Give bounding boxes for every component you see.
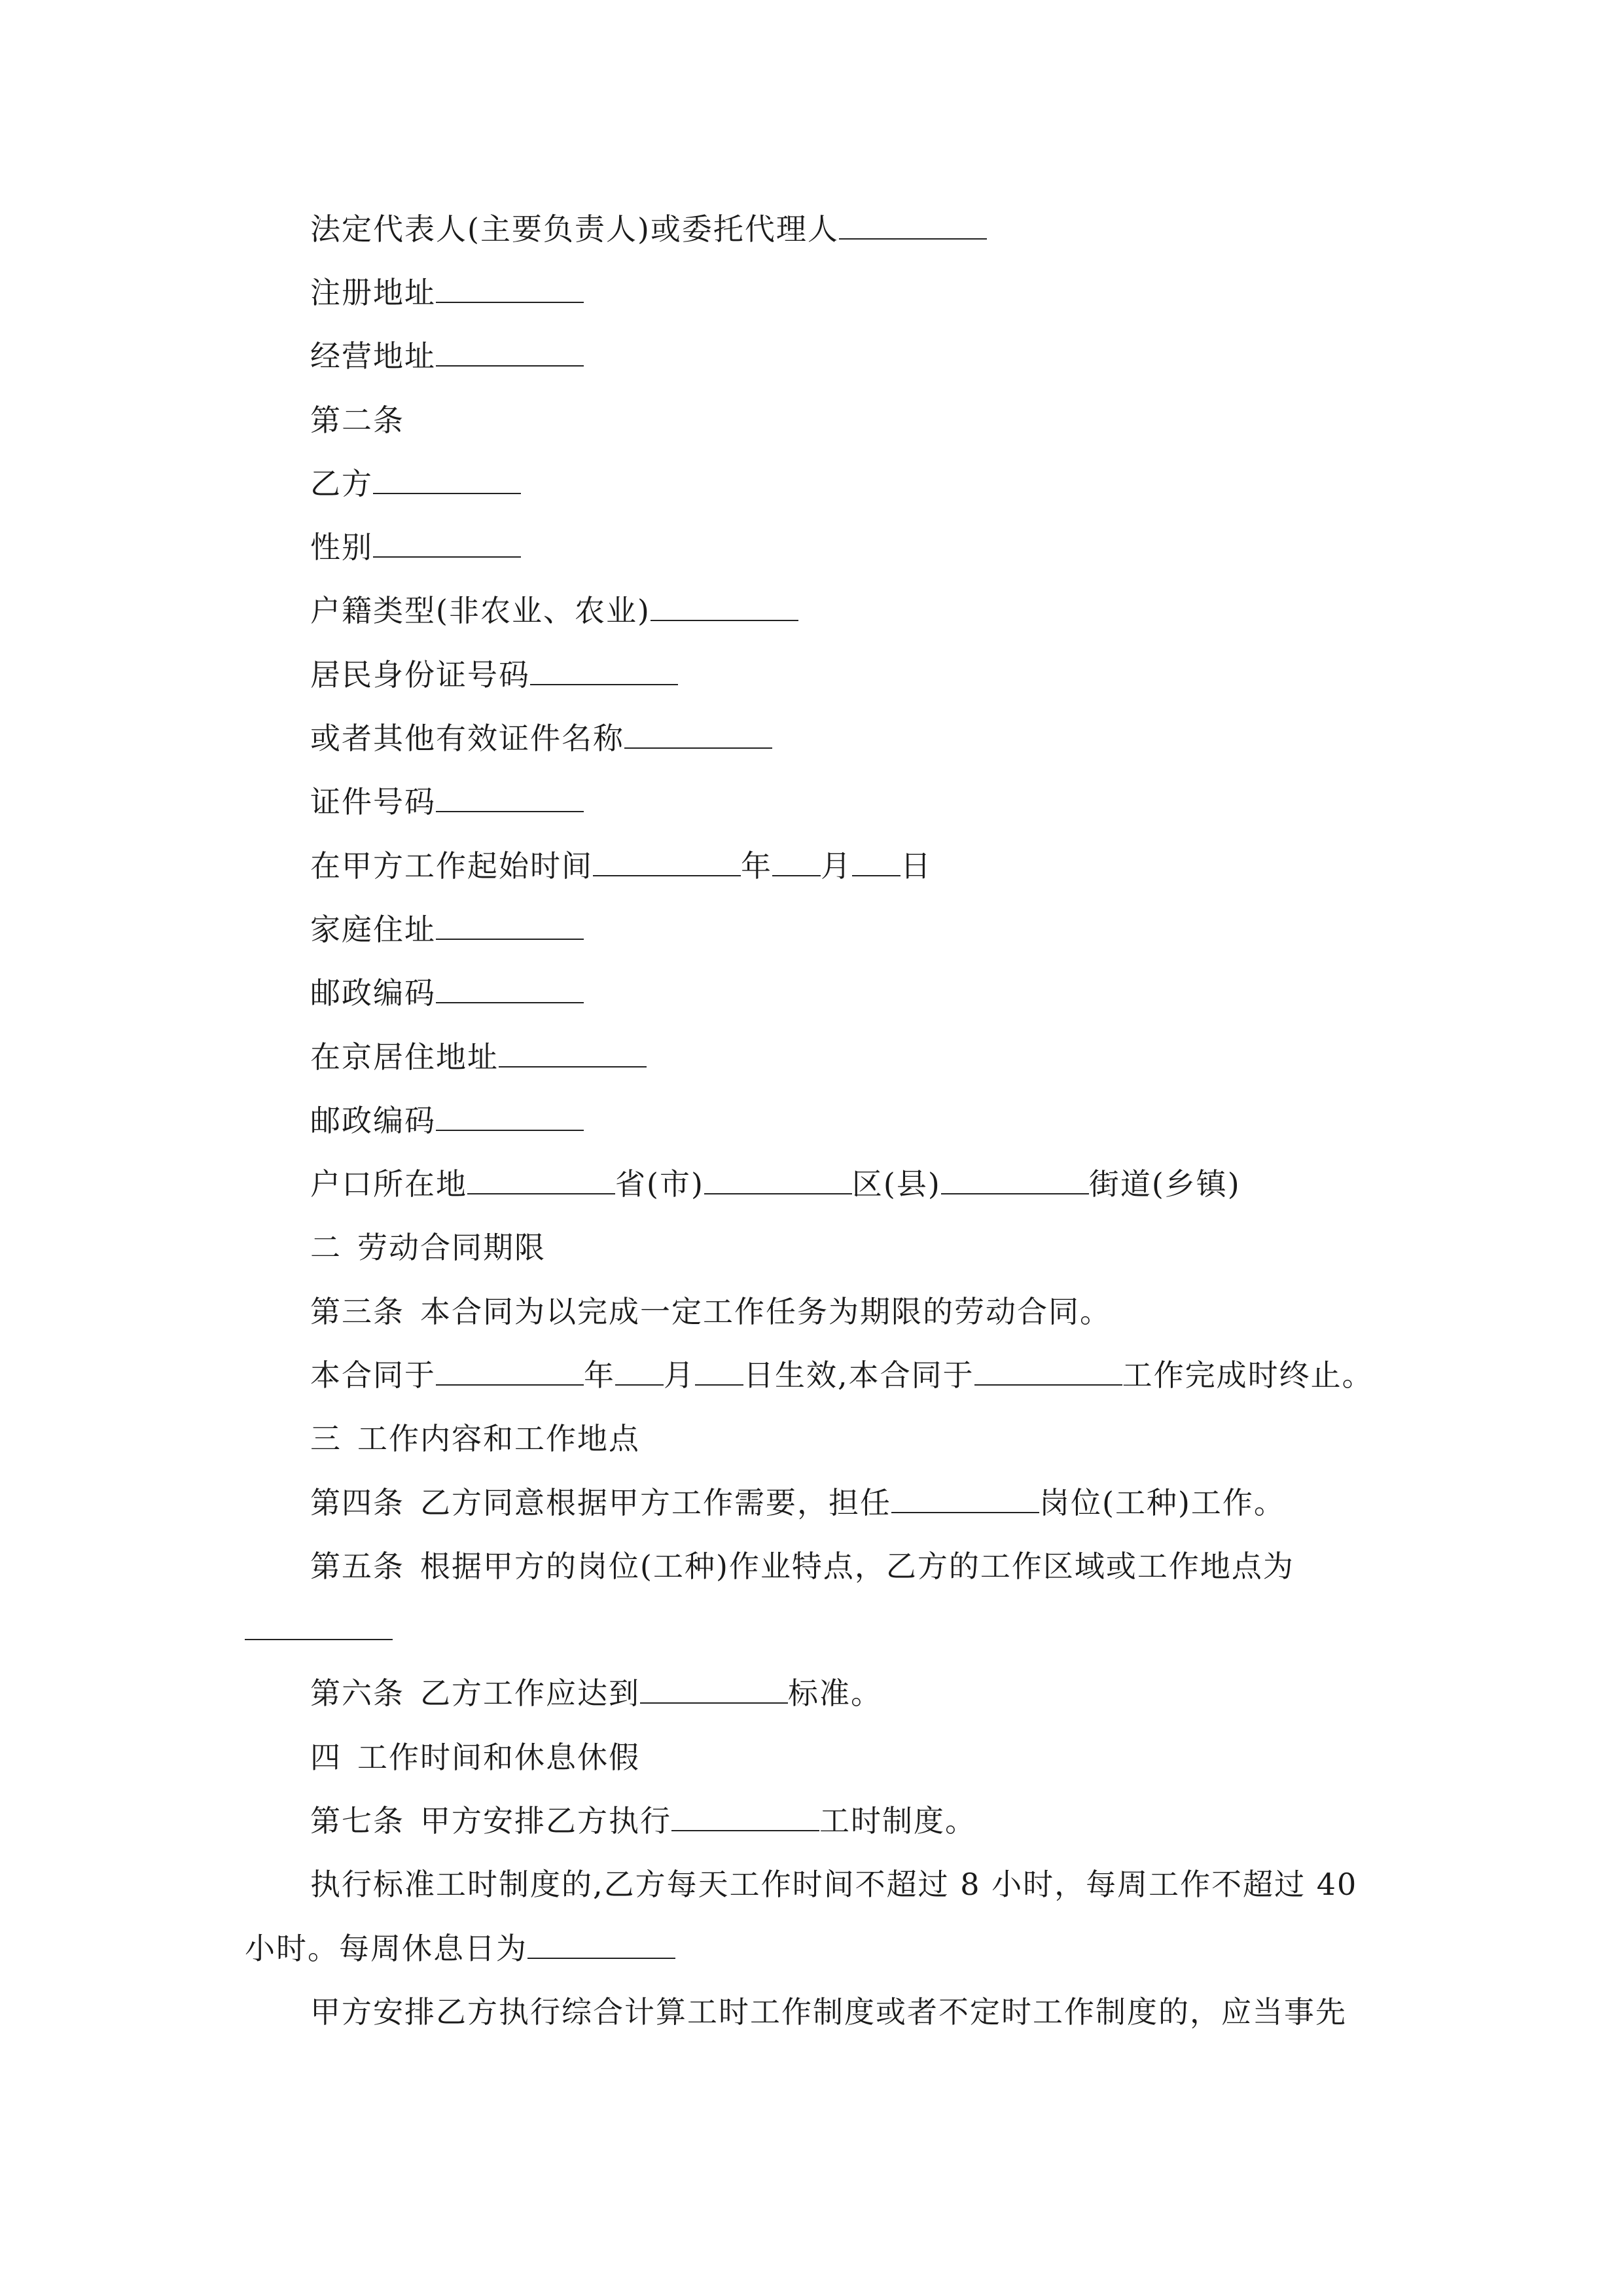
article-3-line (310, 1292, 1111, 1331)
article-7-blank (671, 1804, 819, 1831)
beijing-address-label: 在京居住地址 (310, 1039, 499, 1075)
reg-address-blank (436, 276, 584, 303)
article-7-prefix: 甲方安排乙方执行 (420, 1803, 671, 1839)
postcode-2-line (310, 1101, 584, 1140)
article-7-suffix: 工时制度。 (819, 1803, 976, 1839)
gender-blank (373, 530, 521, 558)
effective-year-blank (436, 1358, 584, 1386)
section-3-heading (310, 1419, 640, 1458)
party-b-label: 乙方 (310, 466, 373, 501)
start-time-year-blank (593, 849, 741, 876)
article-6-num: 第六条 (310, 1676, 404, 1711)
article-5-cont-line (245, 1610, 393, 1649)
postcode-1-line (310, 973, 584, 1013)
start-time-label: 在甲方工作起始时间 (310, 848, 593, 884)
beijing-address-blank (499, 1040, 647, 1067)
street-unit: 街道(乡镇) (1088, 1166, 1241, 1202)
doc-number-blank (436, 785, 584, 812)
hukou-type-line (310, 591, 798, 630)
postcode-1-label: 邮政编码 (310, 975, 436, 1011)
article-6-prefix: 乙方工作应达到 (420, 1676, 640, 1711)
article-5-blank (245, 1613, 393, 1640)
effective-suffix: 工作完成时终止。 (1122, 1357, 1374, 1393)
legal-rep-line (310, 209, 987, 249)
start-time-month-blank (772, 849, 821, 876)
biz-address-line (310, 336, 584, 376)
hukou-type-label: 户籍类型(非农业、农业) (310, 593, 651, 628)
postcode-2-blank (436, 1103, 584, 1131)
id-number-label: 居民身份证号码 (310, 657, 530, 692)
std-hours-text: 执行标准工时制度的,乙方每天工作时间不超过 8 小时，每周工作不超过 40 (310, 1867, 1358, 1902)
hukou-type-blank (651, 594, 798, 621)
legal-rep-blank (839, 212, 987, 240)
termination-blank (974, 1358, 1122, 1386)
section-4-title: 工作时间和休息休假 (357, 1740, 640, 1775)
home-address-blank (436, 912, 584, 940)
article-4-suffix: 岗位(工种)工作。 (1039, 1485, 1285, 1520)
reg-address-line (310, 273, 584, 312)
article-5-line (310, 1547, 1294, 1586)
article-5-num: 第五条 (310, 1549, 404, 1584)
article-7-line (310, 1801, 976, 1840)
id-number-line (310, 655, 678, 694)
month-unit: 月 (821, 848, 852, 884)
year-unit: 年 (741, 848, 772, 884)
hukou-location-label: 户口所在地 (310, 1166, 467, 1202)
other-doc-line (310, 719, 772, 758)
reg-address-label: 注册地址 (310, 275, 436, 310)
hukou-district-blank (704, 1167, 852, 1194)
section-4-num: 四 (310, 1740, 342, 1775)
postcode-1-blank (436, 976, 584, 1003)
beijing-address-line (310, 1037, 647, 1077)
party-b-blank (373, 467, 521, 494)
effective-year-unit: 年 (584, 1357, 615, 1393)
effective-line (310, 1355, 1374, 1395)
biz-address-blank (436, 339, 584, 367)
id-number-blank (530, 658, 678, 685)
district-unit: 区(县) (851, 1166, 941, 1202)
article-4-line (310, 1483, 1285, 1522)
section-2-num: 二 (310, 1230, 342, 1265)
start-time-day-blank (852, 849, 901, 876)
start-time-line (310, 846, 932, 886)
article-4-num: 第四条 (310, 1485, 404, 1520)
article-6-suffix: 标准。 (788, 1676, 882, 1711)
article-4-prefix: 乙方同意根据甲方工作需要，担任 (420, 1485, 891, 1520)
article-7-num: 第七条 (310, 1803, 404, 1839)
home-address-line (310, 910, 584, 949)
other-doc-label: 或者其他有效证件名称 (310, 721, 624, 756)
biz-address-label: 经营地址 (310, 338, 436, 374)
article-4-blank (891, 1486, 1039, 1513)
effective-month-unit: 月 (664, 1357, 695, 1393)
section-3-num: 三 (310, 1421, 342, 1456)
doc-number-label: 证件号码 (310, 784, 436, 819)
effective-day-text: 日生效,本合同于 (743, 1357, 974, 1393)
flex-hours-text: 甲方安排乙方执行综合计算工时工作制度或者不定时工作制度的，应当事先 (310, 1994, 1347, 2030)
std-hours-line (310, 1865, 1357, 1904)
flex-hours-line (310, 1992, 1347, 2032)
gender-line (310, 528, 521, 567)
article-2-heading (310, 401, 404, 440)
legal-rep-label: 法定代表人(主要负责人)或委托代理人 (310, 211, 839, 247)
article-3-text: 本合同为以完成一定工作任务为期限的劳动合同。 (420, 1294, 1111, 1329)
doc-number-line (310, 782, 584, 821)
effective-prefix: 本合同于 (310, 1357, 436, 1393)
hukou-street-blank (941, 1167, 1089, 1194)
gender-label: 性别 (310, 529, 373, 565)
rest-day-blank (527, 1931, 675, 1959)
std-hours-cont-text: 小时。每周休息日为 (245, 1931, 527, 1966)
effective-day-blank (695, 1358, 743, 1386)
hukou-province-blank (467, 1167, 615, 1194)
article-6-blank (640, 1676, 788, 1704)
day-unit: 日 (901, 848, 932, 884)
article-2-label: 第二条 (310, 403, 404, 438)
section-3-title: 工作内容和工作地点 (357, 1421, 640, 1456)
article-3-num: 第三条 (310, 1294, 404, 1329)
hukou-location-line (310, 1164, 1241, 1204)
other-doc-blank (624, 721, 772, 749)
effective-month-blank (615, 1358, 664, 1386)
article-6-line (310, 1674, 882, 1713)
party-b-line (310, 464, 521, 503)
postcode-2-label: 邮政编码 (310, 1103, 436, 1138)
province-unit: 省(市) (615, 1166, 704, 1202)
section-2-title: 劳动合同期限 (357, 1230, 546, 1265)
section-2-heading (310, 1228, 546, 1267)
section-4-heading (310, 1738, 640, 1777)
article-5-text: 根据甲方的岗位(工种)作业特点，乙方的工作区域或工作地点为 (420, 1549, 1294, 1584)
home-address-label: 家庭住址 (310, 912, 436, 947)
std-hours-cont-line (245, 1929, 675, 1968)
